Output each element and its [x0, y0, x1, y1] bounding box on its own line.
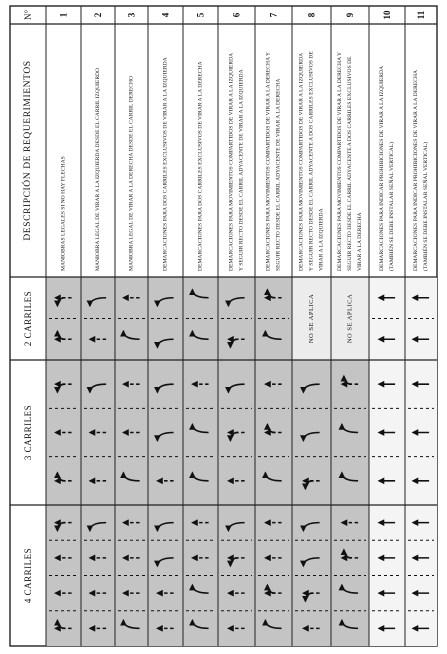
row-panel	[255, 277, 292, 646]
row-description: VIRAR A LA IZQUIERDA	[318, 208, 325, 271]
header-4-lanes: 4 CARRILES	[23, 547, 33, 604]
row-panel	[148, 277, 183, 646]
row-panel	[218, 277, 255, 646]
row-description: DEMARCACIONES PARA MOVIMIENTOS COMPARTIDOS DE VIRAR A LA DERECHA Y	[265, 51, 272, 271]
row-description: DEMARCACIONES PARA INDICAR PROHIBICIONES DE VIRAR A LA DERECHA	[413, 69, 419, 271]
row-description: SEGUIR RECTO DESDE EL CARRIL ADYACENTE DE VIRAR A LA DERECHA	[275, 78, 282, 271]
row-description: DEMARCACIONES PARA DOS CARRILES EXCLUSIVOS DE VIRAR A LA IZQUIERDA	[162, 57, 169, 271]
header-num: N°	[23, 9, 33, 21]
row-number: 3	[126, 12, 137, 18]
row-number: 5	[195, 12, 206, 18]
row-description: DEMARCACIONES PARA DOS CARRILES EXCLUSIVOS DE VIRAR A LA DERECHA	[197, 61, 204, 271]
row-description: MANIOBRA LEGAL DE VIRAR A LA DERECHA DESDE EL CARRIL DERECHO	[128, 75, 135, 271]
row-panel	[115, 277, 148, 646]
row-description: MANIOBRAS LEGALES SI NO HAY FLECHAS	[60, 156, 67, 271]
row-number: 2	[93, 12, 103, 18]
header-3-lanes: 3 CARRILES	[23, 404, 33, 461]
not-applicable-label: NO SE APLICA	[308, 293, 315, 344]
row-panel	[81, 277, 115, 646]
row-number: 7	[268, 12, 279, 18]
row-number: 11	[416, 10, 426, 20]
row-panel	[46, 277, 81, 646]
row-panel	[183, 277, 218, 646]
row-description: (TAMBIÉN SE DEBE INSTALAR SEÑAL VERTICAL)	[389, 141, 395, 271]
header-description: DESCRIPCIÓN DE REQUERIMIENTOS	[23, 60, 33, 241]
row-description: Y SEGUIR RECTO DESDE EL CARRIL ADYACENTE A DOS CARRILES EXCLUSIVOS DE	[308, 51, 315, 271]
row-number: 10	[382, 10, 392, 20]
not-applicable-label: NO SE APLICA	[346, 293, 354, 344]
row-description: SEGUIR RECTO DESDE EL CARRIL ADYACENTE A DOS CARRILES EXCLUSIVOS DE	[347, 56, 353, 271]
row-description: DEMARCACIONES PARA MOVIMIENTOS COMPARTIDOS DE VIRAR A LA IZQUIERDA	[298, 52, 305, 271]
row-description: DEMARCACIONES PARA MOVIMIENTOS COMPARTIDOS DE VIRAR A LA DERECHA Y	[337, 51, 343, 271]
row-number: 1	[58, 12, 69, 18]
row-description: VIRAR A LA DERECHA	[357, 212, 363, 271]
row-number: 8	[306, 12, 317, 18]
row-number: 4	[160, 12, 171, 18]
row-number: 6	[231, 12, 242, 18]
header-2-lanes: 2 CARRILES	[23, 290, 33, 347]
row-panel	[405, 277, 437, 646]
row-panel	[369, 277, 405, 646]
row-description: DEMARCACIONES PARA INDICAR PROHIBICIONES DE VIRAR A LA IZQUIERDA	[379, 65, 385, 271]
row-number: 9	[345, 12, 355, 18]
row-description: (TAMBIÉN SE DEBE INSTALAR SEÑAL VERTICAL)	[423, 141, 429, 271]
row-description: DEMARCACIONES PARA MOVIMIENTOS COMPARTIDOS DE VIRAR A LA IZQUIERDA	[228, 52, 235, 271]
row-description: MANIOBRA LEGAL DE VIRAR A LA IZQUIERDA DESDE EL CARRIL IZQUIERDO	[95, 67, 101, 271]
row-description: Y SEGUIR RECTO DESDE EL CARRIL ADYACENTE DE VIRAR A LA IZQUIERDA	[238, 69, 245, 271]
